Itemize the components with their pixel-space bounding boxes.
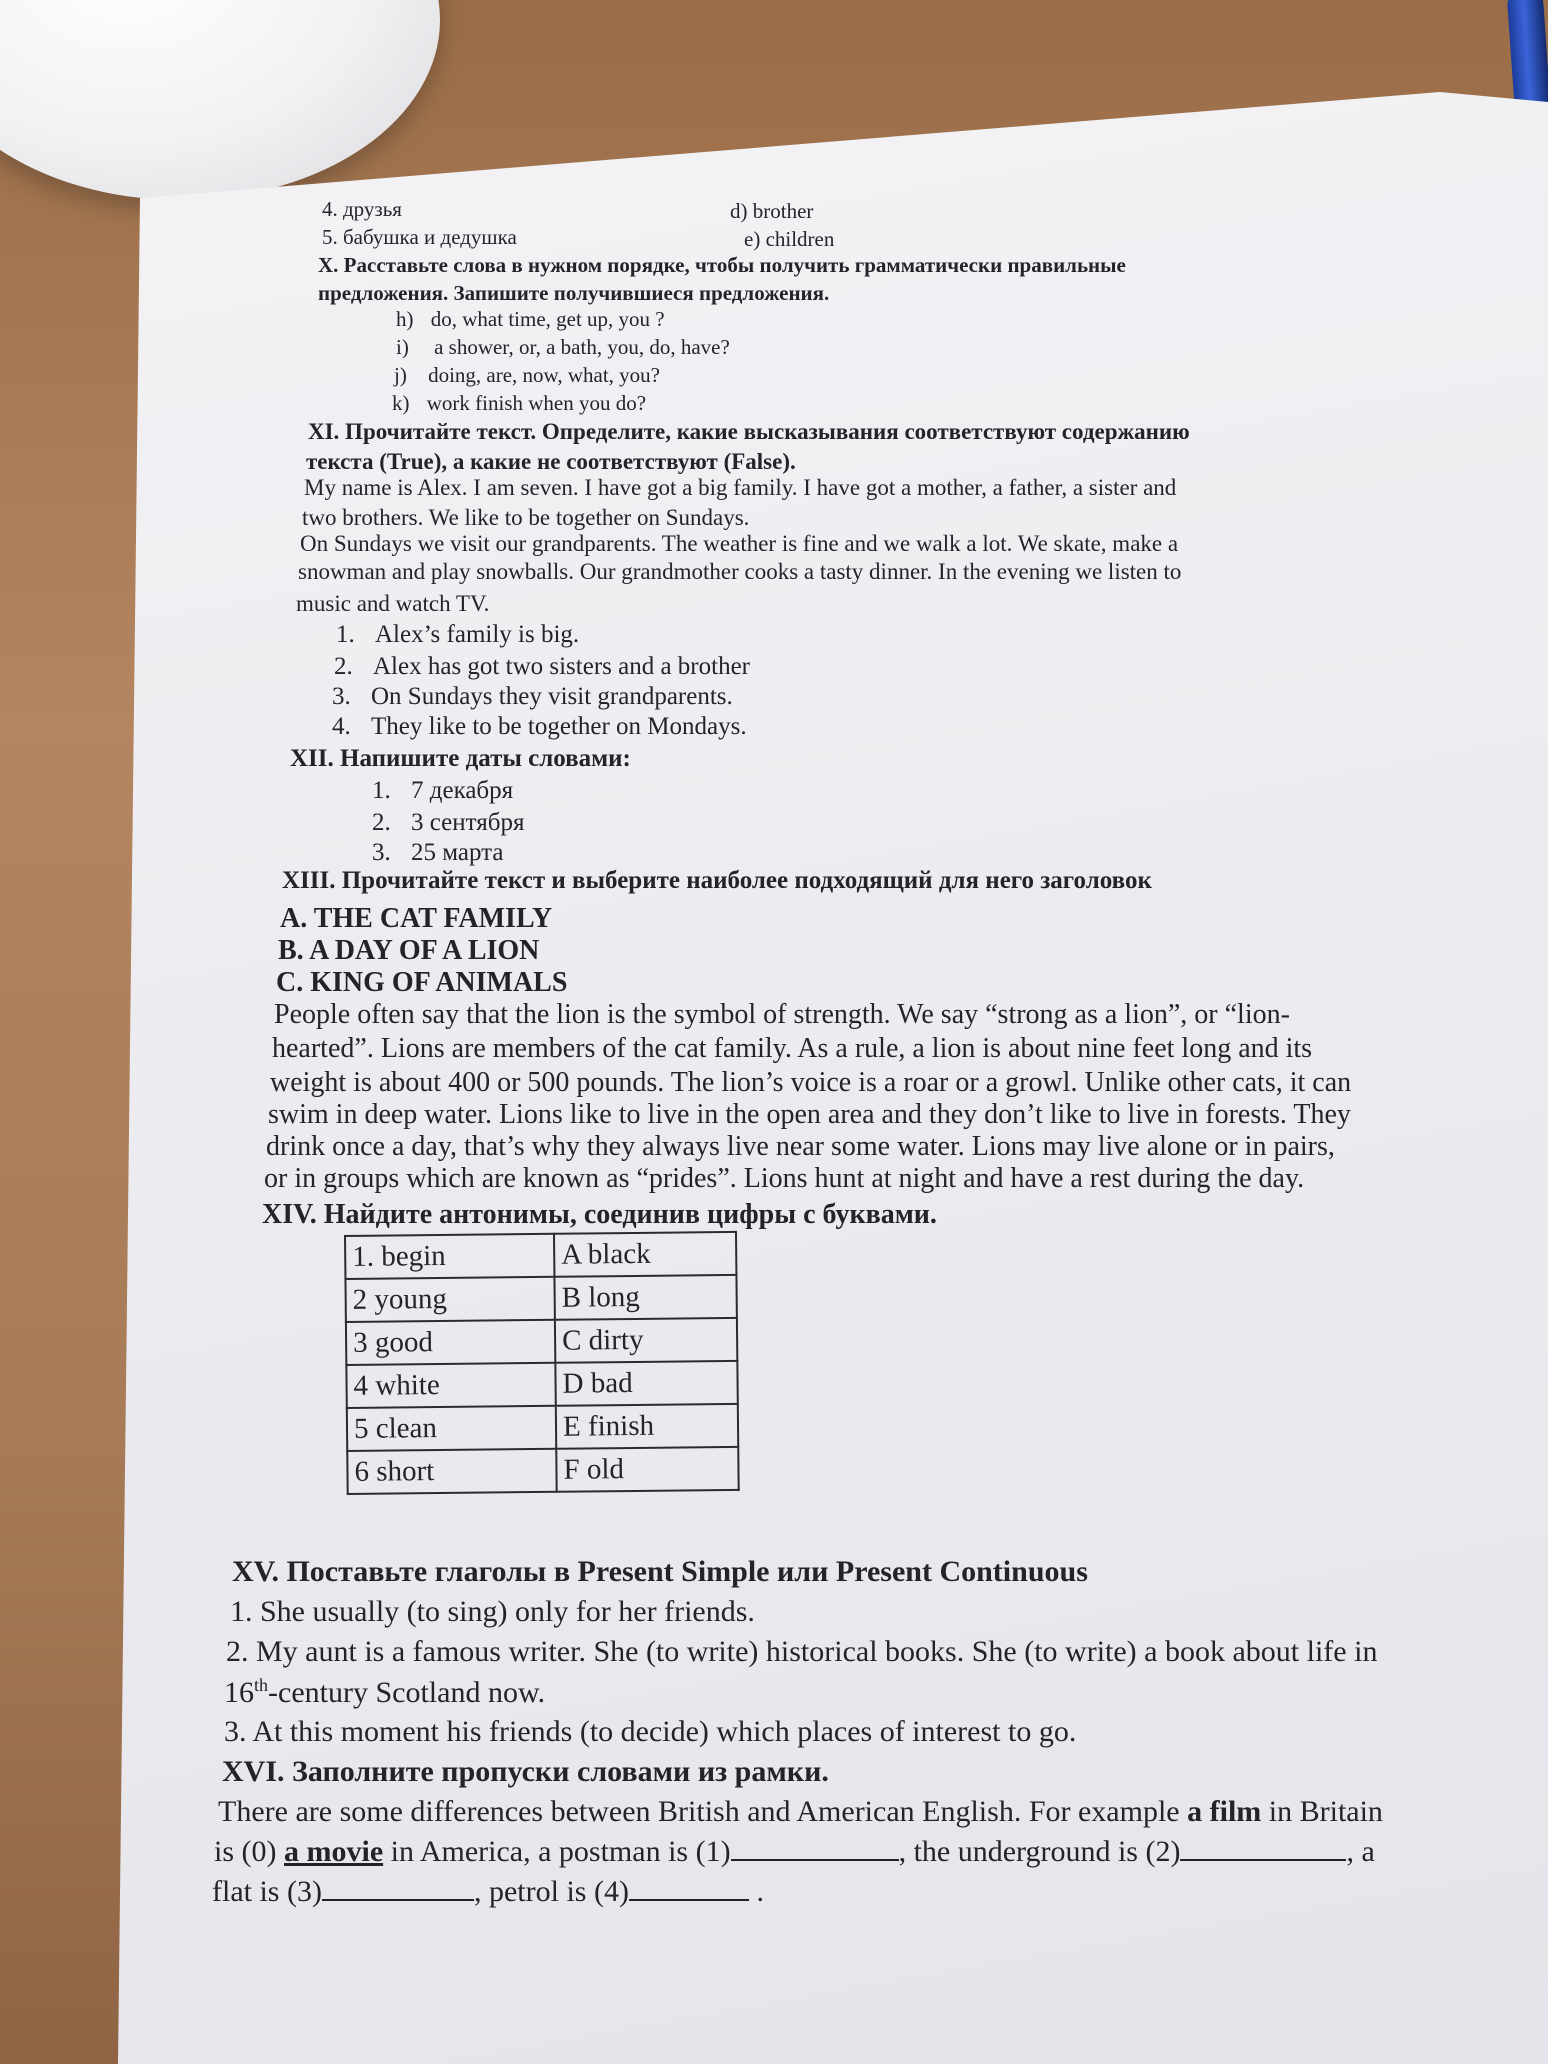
table-cell-left: 5 clean bbox=[347, 1406, 556, 1451]
blank-1[interactable] bbox=[731, 1837, 899, 1861]
section-xi-title-1: XI. Прочитайте текст. Определите, какие высказывания соответствуют содержанию bbox=[308, 419, 1190, 444]
item-text: a shower, or, a bath, you, do, have? bbox=[434, 335, 730, 359]
heading-option-b: B. A DAY OF A LION bbox=[278, 935, 540, 966]
table-row bbox=[347, 1404, 738, 1451]
lion-text-line: drink once a day, that’s why they always live near some water. Lions may live alone or in pairs, bbox=[266, 1131, 1335, 1162]
vocab-right-e: e) children bbox=[744, 227, 835, 251]
section-xvi-line-1 bbox=[218, 1796, 1383, 1828]
section-xii-title: XII. Напишите даты словами: bbox=[290, 745, 631, 772]
table-cell-left: 1. begin bbox=[345, 1234, 554, 1279]
text-part: . bbox=[748, 1875, 764, 1908]
section-xi-text-line: On Sundays we visit our grandparents. The weather is fine and we walk a lot. We skate, make a bbox=[300, 531, 1179, 556]
table-cell-right: C dirty bbox=[555, 1318, 737, 1363]
century-number: 16 bbox=[224, 1676, 254, 1709]
statement-text: They like to be together on Mondays. bbox=[371, 713, 747, 740]
century-rest: -century Scotland now. bbox=[268, 1676, 546, 1709]
antonyms-table bbox=[344, 1231, 740, 1495]
blank-3[interactable] bbox=[322, 1877, 474, 1901]
section-xi-statement bbox=[334, 654, 750, 680]
table-cell-left: 3 good bbox=[346, 1320, 555, 1365]
statement-number: 4. bbox=[332, 713, 351, 740]
section-x-item bbox=[394, 364, 660, 386]
text-part: is (0) bbox=[214, 1835, 284, 1868]
table-row bbox=[346, 1318, 737, 1365]
text-part: in Britain bbox=[1261, 1795, 1383, 1828]
section-xi-statement bbox=[332, 714, 747, 740]
section-xi-title-2: текста (True), а какие не соответствуют (False). bbox=[306, 449, 796, 474]
statement-text: On Sundays they visit grandparents. bbox=[371, 683, 733, 710]
item-text: do, what time, get up, you ? bbox=[430, 307, 665, 331]
lion-text-line: People often say that the lion is the symbol of strength. We say “strong as a lion”, or “lion- bbox=[274, 999, 1290, 1030]
table-row bbox=[346, 1361, 737, 1408]
section-xiii-title: XIII. Прочитайте текст и выберите наиболее подходящий для него заголовок bbox=[282, 867, 1152, 894]
vocab-left-5: 5. бабушка и дедушка bbox=[322, 225, 517, 249]
text-part: , the underground is (2) bbox=[898, 1835, 1181, 1868]
statement-text: Alex’s family is big. bbox=[375, 621, 580, 648]
item-marker: j) bbox=[394, 363, 407, 387]
section-x-item bbox=[392, 392, 646, 414]
bold-example: a film bbox=[1187, 1795, 1262, 1828]
section-xv-title: XV. Поставьте глаголы в Present Simple или Present Continuous bbox=[232, 1555, 1088, 1588]
date-text: 7 декабря bbox=[411, 777, 514, 804]
section-xi-statement bbox=[336, 622, 579, 648]
section-x-item bbox=[396, 308, 665, 330]
section-xv-line: 2. My aunt is a famous writer. She (to write) historical books. She (to write) a book about life in bbox=[226, 1635, 1378, 1668]
date-number: 3. bbox=[372, 839, 391, 866]
section-x-item bbox=[396, 336, 730, 358]
table-cell-right: E finish bbox=[556, 1404, 738, 1449]
section-xiv-title: XIV. Найдите антонимы, соединив цифры с буквами. bbox=[262, 1199, 937, 1230]
section-xv-line bbox=[224, 1676, 545, 1709]
section-xi-statement bbox=[332, 684, 733, 710]
underlined-example: a movie bbox=[284, 1835, 384, 1868]
section-xii-date bbox=[372, 810, 524, 836]
text-part: in America, a postman is (1) bbox=[383, 1835, 731, 1868]
lion-text-line: hearted”. Lions are members of the cat family. As a rule, a lion is about nine feet long and its bbox=[272, 1033, 1313, 1064]
section-xvi-line-3 bbox=[212, 1876, 764, 1908]
section-xvi-title: XVI. Заполните пропуски словами из рамки. bbox=[222, 1755, 829, 1788]
section-xii-date bbox=[372, 778, 513, 804]
blank-2[interactable] bbox=[1180, 1837, 1346, 1861]
table-row bbox=[345, 1275, 736, 1322]
item-marker: i) bbox=[396, 335, 409, 359]
text-part: flat is (3) bbox=[212, 1875, 322, 1908]
heading-option-a: A. THE CAT FAMILY bbox=[280, 903, 553, 934]
section-xi-text-line: snowman and play snowballs. Our grandmother cooks a tasty dinner. In the evening we listen to bbox=[298, 559, 1182, 584]
item-text: doing, are, now, what, you? bbox=[428, 363, 660, 387]
section-x-title-1: X. Расставьте слова в нужном порядке, чтобы получить грамматически правильные bbox=[318, 253, 1126, 277]
text-part: There are some differences between British and American English. For example bbox=[218, 1795, 1188, 1828]
statement-text: Alex has got two sisters and a brother bbox=[373, 653, 751, 680]
text-part: , a bbox=[1346, 1835, 1375, 1868]
section-xi-text-line: two brothers. We like to be together on Sundays. bbox=[302, 505, 750, 530]
section-xv-line: 1. She usually (to sing) only for her friends. bbox=[230, 1595, 755, 1628]
item-marker: k) bbox=[392, 391, 410, 415]
table-cell-right: B long bbox=[554, 1275, 736, 1320]
statement-number: 3. bbox=[332, 683, 351, 710]
date-text: 3 сентября bbox=[411, 809, 525, 836]
table-cell-right: F old bbox=[556, 1447, 738, 1492]
item-marker: h) bbox=[396, 307, 414, 331]
section-xv-line: 3. At this moment his friends (to decide) which places of interest to go. bbox=[224, 1715, 1077, 1748]
lion-text-line: or in groups which are known as “prides”. Lions hunt at night and have a rest during the day. bbox=[264, 1163, 1305, 1194]
table-cell-left: 6 short bbox=[347, 1449, 556, 1494]
table-row bbox=[345, 1232, 736, 1279]
item-text: work finish when you do? bbox=[426, 391, 647, 415]
statement-number: 1. bbox=[336, 621, 355, 648]
table-cell-right: D bad bbox=[555, 1361, 737, 1406]
date-number: 1. bbox=[372, 777, 391, 804]
date-text: 25 марта bbox=[411, 839, 504, 866]
table-cell-left: 2 young bbox=[345, 1277, 554, 1322]
table-cell-right: A black bbox=[554, 1232, 736, 1277]
section-xi-text-line: music and watch TV. bbox=[296, 591, 490, 616]
blank-4[interactable] bbox=[629, 1877, 749, 1901]
table-row bbox=[347, 1447, 738, 1494]
vocab-right-d: d) brother bbox=[730, 199, 814, 223]
date-number: 2. bbox=[372, 809, 391, 836]
lion-text-line: weight is about 400 or 500 pounds. The lion’s voice is a roar or a growl. Unlike other cats, it can bbox=[270, 1067, 1352, 1098]
vocab-left-4: 4. друзья bbox=[322, 197, 402, 221]
table-cell-left: 4 white bbox=[346, 1363, 555, 1408]
statement-number: 2. bbox=[334, 653, 353, 680]
section-x-title-2: предложения. Запишите получившиеся предложения. bbox=[318, 281, 830, 305]
section-xii-date bbox=[372, 840, 504, 866]
lion-text-line: swim in deep water. Lions like to live in the open area and they don’t like to live in forests. They bbox=[268, 1099, 1351, 1130]
ordinal-suffix: th bbox=[254, 1675, 269, 1695]
heading-option-c: C. KING OF ANIMALS bbox=[276, 967, 568, 998]
text-part: , petrol is (4) bbox=[473, 1875, 629, 1908]
section-xvi-line-2 bbox=[214, 1836, 1375, 1868]
section-xi-text-line: My name is Alex. I am seven. I have got a big family. I have got a mother, a father, a sister and bbox=[304, 475, 1177, 500]
